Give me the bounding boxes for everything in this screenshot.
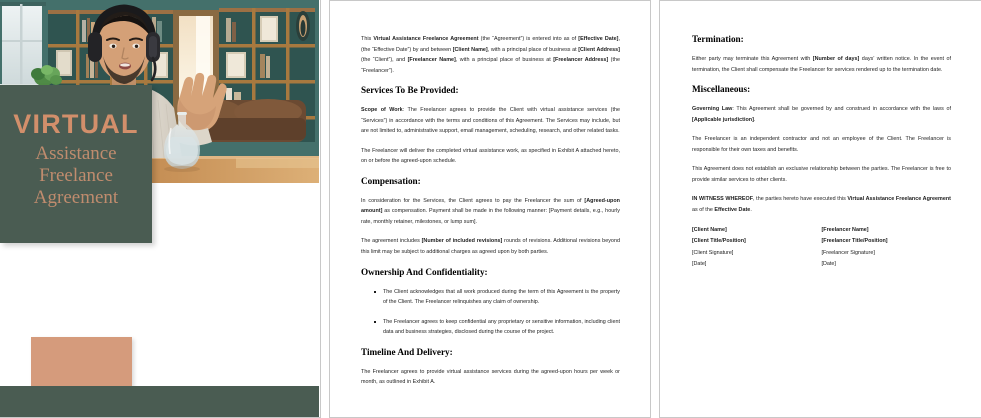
compensation-paragraph: [361, 196, 620, 228]
exclusive-relationship-paragraph: This Agreement does not establish an exclusive relationship between the parties. The Freelancer is free to provide similar services to other clients.: [692, 166, 951, 183]
witness-paragraph: [692, 194, 951, 215]
intro-b3: [Client Name]: [452, 46, 488, 53]
comp-b1: [Agreed-upon amount]: [361, 197, 620, 215]
term-b1: [Number of days]: [812, 56, 860, 63]
rev-t2: rounds of revisions. Additional revisions beyond this limit may be subject to additional charges as agreed upon by both parties.: [361, 238, 620, 255]
intro-t5: (the “Client”), and: [361, 57, 408, 64]
page-3-content: [692, 34, 951, 270]
freelancer-date: [Date]: [821, 260, 836, 267]
client-title: [Client Title/Position]: [692, 238, 746, 245]
witness-t3: .: [750, 206, 752, 213]
intro-t1: This: [361, 36, 374, 42]
page-2-content: [361, 34, 620, 397]
cover-title-sub: [34, 143, 118, 209]
scope-label: Scope of Work: [361, 107, 403, 114]
gov-label: Governing Law: [692, 106, 733, 113]
contractor-paragraph: The Freelancer is an independent contractor and not an employee of the Client. The Freelancer is responsible for their own taxes and benefits.: [692, 136, 951, 153]
list-item: The Client acknowledges that all work produced during the term of this Agreement is the property of the Client. The Freelancer relinquishes any claim of ownership.: [383, 287, 620, 308]
client-signature-column: [692, 225, 822, 269]
gov-t2: .: [753, 116, 756, 123]
heading-services: Services To Be Provided:: [361, 85, 459, 96]
termination-paragraph: [692, 54, 951, 75]
governing-law-paragraph: [692, 104, 951, 125]
heading-timeline: Timeline And Delivery:: [361, 346, 453, 357]
cover-title-line-4: Agreement: [33, 187, 119, 209]
scope-of-work-paragraph: [361, 105, 620, 137]
freelancer-title: [Freelancer Title/Position]: [821, 238, 888, 245]
ownership-bullet-list: [361, 287, 620, 338]
freelancer-signature-column: [822, 225, 952, 269]
term-t2: days’ written notice. In the event of termination, the Client shall compensate the Freelancer for services rendered up to the termination date.: [692, 56, 951, 73]
agreement-page-3: [659, 0, 981, 418]
witness-b1: IN WITNESS WHEREOF: [692, 196, 754, 203]
comp-t2: as compensation. Payment shall be made in the following manner: [Payment details, e.g., hourly rate, monthly retainer, milestones, or lump sum].: [361, 208, 620, 225]
comp-t1: In consideration for the Services, the Client agrees to pay the Freelancer the sum of: [361, 197, 585, 204]
intro-t2: (the “Agreement”) is entered into as of: [478, 36, 579, 42]
rev-t1: The agreement includes: [361, 238, 422, 245]
list-item: The Freelancer agrees to keep confidential any proprietary or sensitive information, including client data and business strategies, disclosed during the course of the project.: [383, 317, 620, 338]
intro-b5: [Freelancer Name]: [407, 57, 456, 64]
intro-b1: Virtual Assistance Freelance Agreement: [373, 36, 479, 42]
agreement-page-2: [329, 0, 651, 418]
heading-miscellaneous: Miscellaneous:: [692, 84, 751, 95]
intro-t7: (the “Freelancer”).: [361, 57, 621, 74]
heading-compensation: Compensation:: [361, 175, 421, 186]
intro-t4: , with a principal place of business at: [487, 46, 579, 53]
rev-b1: [Number of included revisions]: [421, 238, 503, 245]
cover-title-line-3: Freelance: [39, 165, 113, 187]
intro-t6: , with a principal place of business at: [455, 57, 554, 64]
cover-title-line-2: Assistance: [35, 143, 117, 164]
client-date: [Date]: [692, 260, 707, 267]
cover-footer-band: [0, 386, 319, 417]
delivery-paragraph: The Freelancer will deliver the completed virtual assistance work, as specified in Exhibit A attached hereto, on or before the agreed-upon schedule.: [361, 147, 620, 165]
intro-t3: , (the “Effective Date”) by and between: [361, 36, 620, 53]
client-signature: [Client Signature]: [692, 249, 734, 256]
witness-b2: Virtual Assistance Freelance Agreement: [847, 196, 951, 203]
term-t1: Either party may terminate this Agreement with: [692, 56, 813, 63]
gov-t1: : This Agreement shall be governed by and construed in accordance with the laws of: [732, 106, 951, 113]
witness-b3: Effective Date: [714, 206, 751, 213]
scope-text: : The Freelancer agrees to provide the Client with virtual assistance services (the “Services”) in accordance with the terms and conditions of this Agreement. The Services may include, but are not limited to, administrative support, email management, scheduling, research, and other related tasks.: [361, 107, 620, 135]
heading-termination: Termination:: [692, 34, 744, 44]
cover-title-box: [0, 85, 152, 243]
intro-paragraph: [361, 34, 620, 76]
witness-t2: as of the: [692, 206, 715, 213]
cover-title-main: VIRTUAL: [13, 109, 139, 139]
intro-b2: [Effective Date]: [578, 36, 619, 42]
witness-t1: , the parties hereto have executed this: [753, 196, 848, 203]
client-name: [Client Name]: [692, 227, 727, 234]
heading-ownership: Ownership And Confidentiality:: [361, 266, 488, 277]
gov-b1: [Applicable jurisdiction]: [692, 116, 754, 123]
intro-b6: [Freelancer Address]: [553, 57, 609, 64]
signature-block: [692, 225, 951, 269]
intro-b4: [Client Address]: [578, 46, 620, 53]
timeline-paragraph: The Freelancer agrees to provide virtual assistance services during the agreed-upon hours per week or month, as outlined in Exhibit A.: [361, 368, 620, 386]
freelancer-signature: [Freelancer Signature]: [821, 249, 875, 256]
freelancer-name: [Freelancer Name]: [821, 227, 869, 234]
cover-page: [0, 0, 321, 418]
revisions-paragraph: [361, 236, 620, 257]
